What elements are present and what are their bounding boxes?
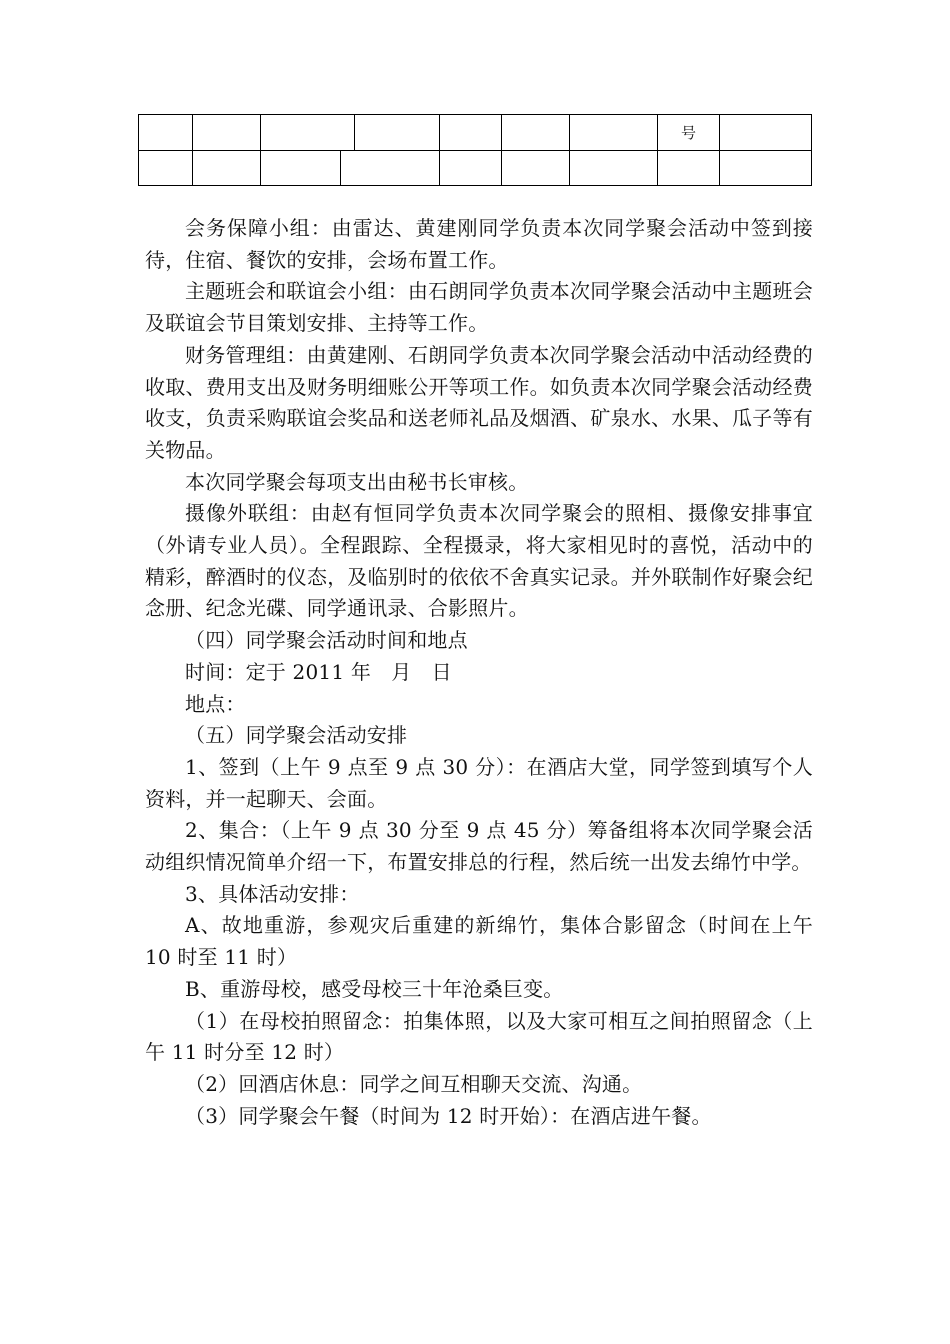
table-cell <box>719 150 812 186</box>
paragraph-gathering: 2、集合：（上午 9 点 30 分至 9 点 45 分）筹备组将本次同学聚会活动组织情况简单介绍一下，布置安排总的行程，然后统一出发去绵竹中学。 <box>145 818 813 875</box>
table-cell <box>439 114 501 150</box>
paragraph-photography-group: 摄像外联组：由赵有恒同学负责本次同学聚会的照相、摄像安排事宜（外请专业人员）。全程跟踪、全程摄录，将大家相见时的喜悦，活动中的精彩，醉酒时的仪态，及临别时的依依不舍真实记录。并外联制作好聚会纪念册、纪念光碟、同学通讯录、合影照片。 <box>145 501 813 621</box>
table-cell <box>192 150 260 186</box>
table-cell <box>439 150 501 186</box>
paragraph-item-1: （1）在母校拍照留念：拍集体照，以及大家可相互之间拍照留念（上午 11 时分至 12 时） <box>145 1008 813 1065</box>
paragraph-item-3: （3）同学聚会午餐（时间为 12 时开始）：在酒店进午餐。 <box>185 1103 712 1128</box>
table-cell <box>657 150 719 186</box>
table-cell <box>340 150 439 186</box>
table-cell <box>260 114 354 150</box>
table-cell <box>501 150 569 186</box>
paragraph-activity-b: B、重游母校，感受母校三十年沧桑巨变。 <box>185 976 564 1001</box>
paragraph-logistics-group: 会务保障小组：由雷达、黄建刚同学负责本次同学聚会活动中签到接待，住宿、餐饮的安排，会场布置工作。 <box>145 216 813 272</box>
paragraph-activity-heading: 3、具体活动安排： <box>185 881 360 906</box>
table-cell <box>354 114 439 150</box>
table-cell <box>260 150 340 186</box>
document-body <box>145 213 813 1132</box>
paragraph-finance-group: 财务管理组：由黄建刚、石朗同学负责本次同学聚会活动中活动经费的收取、费用支出及财务明细账公开等项工作。如负责本次同学聚会活动经费收支，负责采购联谊会奖品和送老师礼品及烟酒、矿泉水、水果、瓜子等有关物品。 <box>145 342 813 462</box>
paragraph-item-2: （2）回酒店休息：同学之间互相聊天交流、沟通。 <box>185 1071 643 1096</box>
table-cell <box>192 114 260 150</box>
paragraph-time: 时间：定于 2011 年 月 日 <box>185 659 452 684</box>
paragraph-expense-review: 本次同学聚会每项支出由秘书长审核。 <box>185 469 529 494</box>
schedule-table <box>138 114 812 186</box>
paragraph-sign-in: 1、签到（上午 9 点至 9 点 30 分）：在酒店大堂，同学签到填写个人资料，并一起聊天、会面。 <box>145 754 813 811</box>
paragraph-activity-a: A、故地重游，参观灾后重建的新绵竹，集体合影留念（时间在上午 10 时至 11 时） <box>145 913 813 970</box>
table-cell <box>569 114 657 150</box>
table-cell <box>569 150 657 186</box>
paragraph-place: 地点： <box>185 691 246 716</box>
table-cell <box>719 114 812 150</box>
table-row <box>138 150 812 186</box>
table-cell <box>501 114 569 150</box>
section-heading-time-place: （四）同学聚会活动时间和地点 <box>185 628 468 653</box>
table-cell <box>138 114 192 150</box>
table-row <box>138 114 812 150</box>
table-cell <box>138 150 192 186</box>
table-cell: 号 <box>657 114 719 150</box>
section-heading-schedule: （五）同学聚会活动安排 <box>185 723 408 748</box>
paragraph-theme-meeting-group: 主题班会和联谊会小组：由石朗同学负责本次同学聚会活动中主题班会及联谊会节目策划安排、主持等工作。 <box>145 279 813 336</box>
